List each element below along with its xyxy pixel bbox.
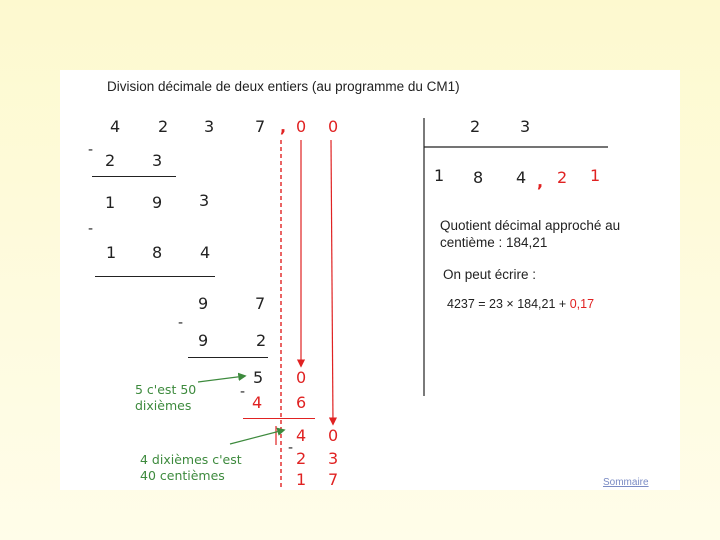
divisor-digit: 3: [520, 117, 531, 136]
note-dixiemes: 5 c'est 50 dixièmes: [135, 382, 197, 413]
explanation-line-1: Quotient décimal approché au: [440, 218, 621, 233]
lowered-zero: 0: [328, 426, 339, 445]
quotient-comma: ,: [537, 172, 544, 191]
dividend-digit: 3: [204, 117, 215, 136]
subtrahend-digit: 2: [256, 331, 267, 350]
subtrahend-digit: 3: [328, 449, 339, 468]
equation: [447, 298, 594, 311]
subtraction-line: [188, 357, 268, 358]
subtraction-line: [243, 418, 315, 419]
remainder-digit: 9: [198, 294, 209, 313]
subtraction-line: [92, 176, 176, 177]
dividend-digit: 4: [110, 117, 121, 136]
final-remainder-digit: 1: [296, 470, 307, 489]
quotient-digit: 1: [590, 166, 601, 185]
divisor-digit: 2: [470, 117, 481, 136]
slide: [60, 70, 680, 490]
remainder-digit: 9: [152, 193, 163, 212]
dividend-digit: 2: [158, 117, 169, 136]
minus-sign: -: [88, 221, 94, 237]
dividend-decimal-digit: 0: [328, 117, 339, 136]
note-centiemes: 4 dixièmes c'est 40 centièmes: [140, 452, 242, 483]
decimal-comma: ,: [280, 117, 287, 136]
minus-sign: -: [178, 315, 184, 331]
subtrahend-digit: 2: [296, 449, 307, 468]
dividend-decimal-digit: 0: [296, 117, 307, 136]
equation-main: 4237 = 23 × 184,21 +: [447, 297, 570, 311]
quotient-digit: 4: [516, 168, 527, 187]
page-title: Division décimale de deux entiers (au programme du CM1): [107, 79, 460, 94]
remainder-digit: 1: [105, 193, 116, 212]
remainder-digit: 4: [296, 426, 307, 445]
subtrahend-digit: 1: [106, 243, 117, 262]
subtrahend-digit: 9: [198, 331, 209, 350]
sommaire-link[interactable]: Sommaire: [603, 477, 649, 488]
subtrahend-digit: 4: [252, 393, 263, 412]
remainder-digit: 3: [199, 191, 210, 210]
quotient-digit: 1: [434, 166, 445, 185]
minus-sign: -: [88, 142, 94, 158]
explanation-line-3: On peut écrire :: [443, 267, 537, 282]
subtrahend-digit: 2: [105, 151, 116, 170]
subtrahend-digit: 4: [200, 243, 211, 262]
dividend-digit: 7: [255, 117, 266, 136]
subtrahend-digit: 6: [296, 393, 307, 412]
subtrahend-digit: 8: [152, 243, 163, 262]
final-remainder-digit: 7: [328, 470, 339, 489]
remainder-digit: 7: [255, 294, 266, 313]
quotient-digit: 8: [473, 168, 484, 187]
explanation-line-2: centième : 184,21: [440, 235, 548, 250]
subtrahend-digit: 3: [152, 151, 163, 170]
remainder-digit: 5: [253, 368, 264, 387]
lowered-zero: 0: [296, 368, 307, 387]
minus-sign: -: [288, 440, 294, 456]
equation-remainder: 0,17: [569, 297, 595, 311]
subtraction-line: [95, 276, 215, 277]
quotient-digit: 2: [557, 168, 568, 187]
minus-sign: -: [240, 384, 246, 400]
